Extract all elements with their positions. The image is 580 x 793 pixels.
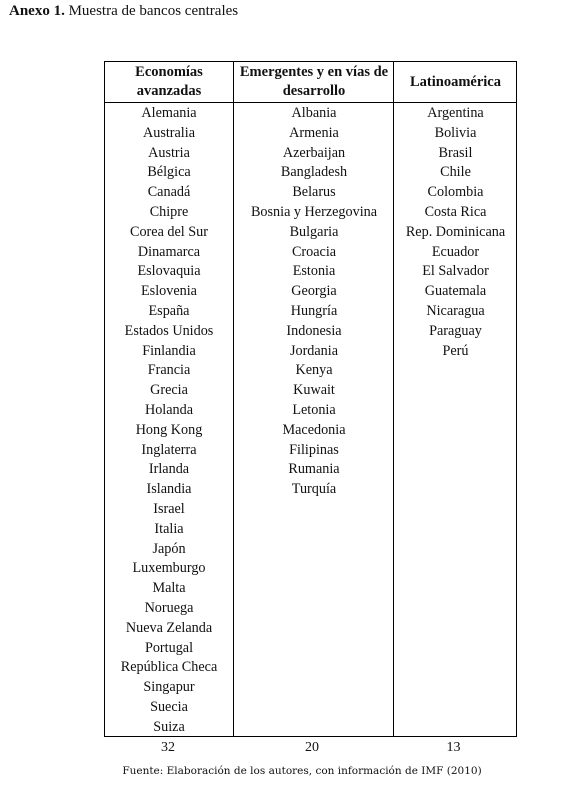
list-item: Austria <box>148 144 190 161</box>
annex-title-number: Anexo 1. <box>9 3 65 19</box>
list-item: Turquía <box>291 481 337 498</box>
source-note: Fuente: Elaboración de los autores, con información de IMF (2010) <box>122 765 482 777</box>
list-item: Grecia <box>150 382 188 399</box>
list-item: Singapur <box>143 679 195 696</box>
list-item: Japón <box>152 540 186 557</box>
list-item: Rumania <box>288 461 340 478</box>
list-item: Eslovaquia <box>137 263 201 280</box>
list-item: Albania <box>291 105 337 121</box>
total-advanced-economies: 32 <box>161 740 175 755</box>
header-advanced-economies: Economías avanzadas <box>135 64 203 99</box>
header-latin-america: Latinoamérica <box>409 73 501 90</box>
list-item: Canadá <box>147 184 191 201</box>
list-item: Georgia <box>291 283 337 300</box>
list-item: Irlanda <box>148 461 190 478</box>
list-item: Suecia <box>150 698 188 715</box>
list-item: Hong Kong <box>135 421 203 438</box>
list-item: Bulgaria <box>289 223 339 240</box>
list-item: Ecuador <box>431 243 480 260</box>
list-item: Estonia <box>292 263 336 280</box>
list-item: Bosnia y Herzegovina <box>250 203 378 220</box>
list-item: Croacia <box>291 243 337 260</box>
annex-title <box>9 3 238 20</box>
total-latin-america: 13 <box>446 740 461 755</box>
list-item: Colombia <box>427 184 484 201</box>
list-item: Italia <box>154 520 184 537</box>
list-item: El Salvador <box>422 263 489 280</box>
list-item: Bélgica <box>147 164 191 181</box>
list-item: Chile <box>440 164 471 181</box>
column-latin-america <box>393 62 517 736</box>
annex-title-text: Muestra de bancos centrales <box>64 3 239 19</box>
list-item: Islandia <box>146 481 192 498</box>
list-item: Costa Rica <box>424 203 487 220</box>
header-emerging-economies: Emergentes y en vías de desarrollo <box>239 64 389 99</box>
list-item: Macedonia <box>282 421 346 438</box>
list-item: Belarus <box>292 184 336 201</box>
list-item: Finlandia <box>142 342 196 359</box>
list-item: Portugal <box>144 639 194 656</box>
list-item: Jordania <box>289 342 339 359</box>
list-item: Israel <box>153 500 185 517</box>
list-item: Estados Unidos <box>124 322 214 339</box>
list-item: Kenya <box>295 362 333 379</box>
column-emerging-economies <box>233 62 394 736</box>
list-item: Suiza <box>153 718 185 735</box>
list-advanced-economies <box>105 104 233 738</box>
list-item: Malta <box>152 580 186 597</box>
list-item: Francia <box>147 362 191 379</box>
list-item: Chipre <box>149 203 189 220</box>
list-item: Perú <box>442 342 469 359</box>
list-item: Corea del Sur <box>129 223 208 240</box>
list-item: España <box>148 302 190 319</box>
list-item: Indonesia <box>286 322 342 339</box>
list-item: Bolivia <box>434 124 477 141</box>
list-item: Brasil <box>438 144 473 161</box>
list-item: Paraguay <box>429 322 482 339</box>
list-item: Filipinas <box>289 441 339 458</box>
list-emerging-economies <box>234 104 394 500</box>
column-advanced-economies <box>105 62 233 736</box>
list-item: Noruega <box>144 599 194 616</box>
list-item: Australia <box>142 124 195 141</box>
list-item: Rep. Dominicana <box>405 223 506 240</box>
list-item: Argentina <box>427 105 484 121</box>
list-item: Kuwait <box>293 382 335 399</box>
list-item: Hungría <box>290 302 338 319</box>
list-item: Letonia <box>292 401 336 418</box>
list-item: Luxemburgo <box>132 560 206 577</box>
totals-row <box>104 738 517 758</box>
list-item: Armenia <box>289 124 339 141</box>
list-latin-america <box>394 104 517 361</box>
list-item: Dinamarca <box>137 243 201 260</box>
list-item: República Checa <box>120 659 218 676</box>
central-banks-table <box>104 61 517 737</box>
list-item: Eslovenia <box>141 283 197 300</box>
list-item: Holanda <box>144 401 194 418</box>
list-item: Azerbaijan <box>282 144 346 161</box>
list-item: Alemania <box>141 105 197 121</box>
list-item: Guatemala <box>424 283 487 300</box>
list-item: Bangladesh <box>280 164 348 181</box>
list-item: Inglaterra <box>141 441 197 458</box>
list-item: Nicaragua <box>426 302 485 319</box>
list-item: Nueva Zelanda <box>125 619 213 636</box>
total-emerging-economies: 20 <box>305 740 319 755</box>
